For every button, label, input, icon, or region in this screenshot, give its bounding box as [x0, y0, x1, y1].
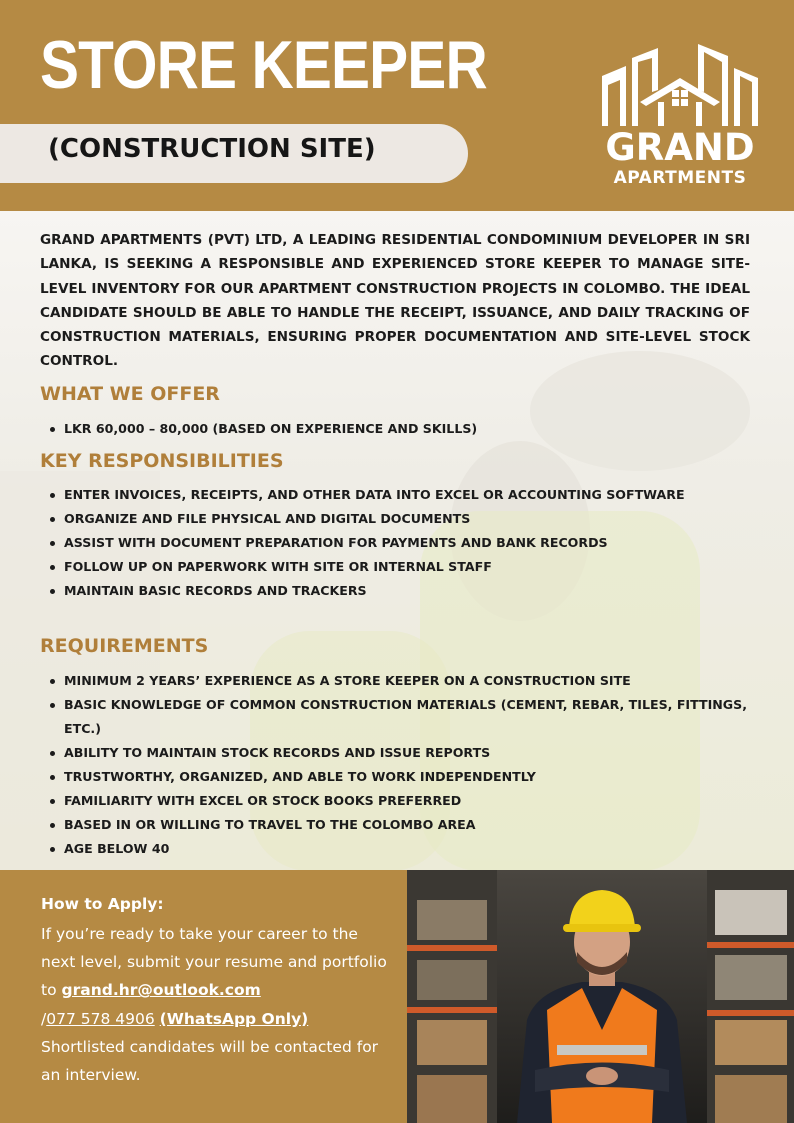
requirements-heading: REQUIREMENTS [40, 635, 209, 657]
email-link[interactable]: grand.hr@outlook.com [61, 981, 261, 1000]
shortlist-note: Shortlisted candidates will be contacted for an interview. [41, 1037, 379, 1085]
list-item: MAINTAIN BASIC RECORDS AND TRACKERS [48, 579, 748, 603]
list-item: LKR 60,000 – 80,000 (BASED ON EXPERIENCE AND SKILLS) [48, 417, 748, 441]
list-item: BASIC KNOWLEDGE OF COMMON CONSTRUCTION MATERIALS (CEMENT, REBAR, TILES, FITTINGS, ETC.) [48, 693, 748, 741]
requirements-list [48, 669, 748, 861]
phone-link[interactable]: 077 578 4906 [46, 1009, 155, 1028]
list-item: AGE BELOW 40 [48, 837, 748, 861]
list-item: FAMILIARITY WITH EXCEL OR STOCK BOOKS PREFERRED [48, 789, 748, 813]
apply-heading: How to Apply: [41, 895, 164, 913]
list-item: ABILITY TO MAINTAIN STOCK RECORDS AND ISSUE REPORTS [48, 741, 748, 765]
list-item: ENTER INVOICES, RECEIPTS, AND OTHER DATA INTO EXCEL OR ACCOUNTING SOFTWARE [48, 483, 748, 507]
responsibilities-list [48, 483, 748, 603]
list-item: ORGANIZE AND FILE PHYSICAL AND DIGITAL DOCUMENTS [48, 507, 748, 531]
list-item: ASSIST WITH DOCUMENT PREPARATION FOR PAYMENTS AND BANK RECORDS [48, 531, 748, 555]
offer-heading: WHAT WE OFFER [40, 383, 220, 405]
apply-intro-text: If you’re ready to take your career to the next level, submit your resume and portfolio to [41, 925, 387, 1000]
page-title: STORE KEEPER [40, 27, 487, 103]
responsibilities-heading: KEY RESPONSIBILITIES [40, 450, 284, 472]
page-subtitle: (CONSTRUCTION SITE) [48, 134, 376, 164]
list-item: BASED IN OR WILLING TO TRAVEL TO THE COLOMBO AREA [48, 813, 748, 837]
intro-paragraph: GRAND APARTMENTS (PVT) LTD, A LEADING RESIDENTIAL CONDOMINIUM DEVELOPER IN SRI LANKA, IS SEEKING A RESPONSIBLE AND EXPERIENCED STORE KEEPER TO MANAGE SITE-LEVEL INVENTORY FOR OUR APARTMENT CONSTRUCTION PROJECTS IN COLOMBO. THE IDEAL CANDIDATE SHOULD BE ABLE TO HANDLE THE RECEIPT, ISSUANCE, AND DAILY TRACKING OF CONSTRUCTION MATERIALS, ENSURING PROPER DOCUMENTATION AND SITE-LEVEL STOCK CONTROL. [40, 232, 750, 370]
offer-list [48, 417, 748, 441]
logo-wordmark: GRAND [605, 126, 755, 169]
worker-photo [407, 870, 794, 1123]
whatsapp-note[interactable]: (WhatsApp Only) [159, 1009, 309, 1028]
list-item: MINIMUM 2 YEARS’ EXPERIENCE AS A STORE KEEPER ON A CONSTRUCTION SITE [48, 669, 748, 693]
apply-text [41, 920, 397, 1089]
slash-separator: / [41, 1009, 47, 1028]
list-item: TRUSTWORTHY, ORGANIZED, AND ABLE TO WORK INDEPENDENTLY [48, 765, 748, 789]
list-item: FOLLOW UP ON PAPERWORK WITH SITE OR INTERNAL STAFF [48, 555, 748, 579]
logo-subtext: APARTMENTS [613, 168, 747, 188]
